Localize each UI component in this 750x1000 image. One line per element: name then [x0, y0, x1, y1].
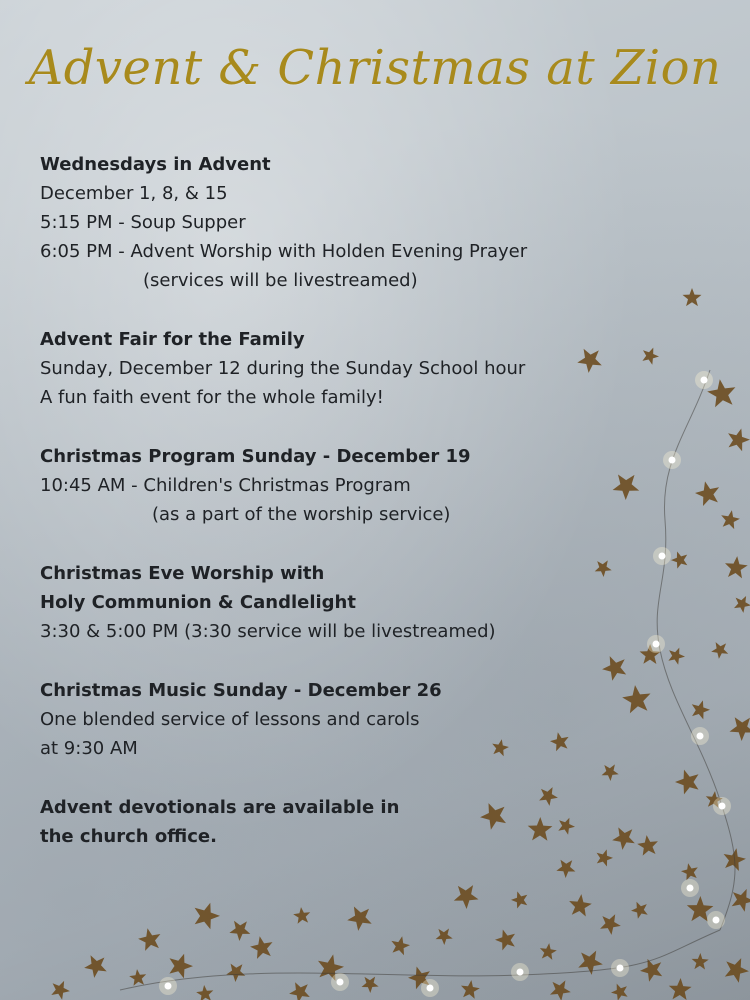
star-icon	[454, 885, 479, 909]
section-heading: Christmas Music Sunday - December 26	[40, 680, 442, 701]
star-icon	[600, 914, 621, 935]
event-line: Sunday, December 12 during the Sunday School hour	[40, 358, 526, 379]
devotionals-note: the church office.	[40, 826, 217, 847]
fairy-light-glow	[707, 911, 725, 929]
star-icon	[362, 977, 379, 993]
fairy-light-glow	[159, 977, 177, 995]
star-icon	[226, 964, 245, 982]
fairy-light-icon	[427, 985, 434, 992]
star-icon	[711, 642, 728, 659]
devotionals-note: Advent devotionals are available in	[40, 797, 400, 818]
section-advent-fair	[40, 325, 680, 412]
star-icon	[461, 980, 480, 999]
section-heading: Christmas Program Sunday - December 19	[40, 446, 471, 467]
star-icon	[293, 907, 310, 924]
event-line: 5:15 PM - Soup Supper	[40, 212, 246, 233]
section-devotionals	[40, 793, 680, 851]
star-icon	[707, 379, 735, 407]
section-heading: Advent Fair for the Family	[40, 329, 305, 350]
star-icon	[495, 930, 515, 951]
star-icon	[732, 889, 750, 912]
fairy-light-glow	[691, 727, 709, 745]
fairy-light-glow	[421, 979, 439, 997]
section-wednesdays	[40, 150, 680, 295]
star-icon	[725, 556, 748, 578]
star-icon	[436, 929, 453, 946]
section-music-sunday	[40, 676, 680, 763]
star-icon	[169, 954, 193, 979]
star-icon	[250, 936, 272, 959]
star-icon	[611, 984, 628, 1000]
fairy-light-glow	[695, 371, 713, 389]
star-icon	[391, 936, 410, 955]
star-icon	[669, 978, 692, 1000]
star-icon	[229, 921, 250, 941]
fairy-light-icon	[687, 885, 694, 892]
star-icon	[640, 959, 662, 982]
star-icon	[540, 943, 557, 960]
star-icon	[129, 969, 146, 986]
event-line: 3:30 & 5:00 PM (3:30 service will be livestreamed)	[40, 621, 496, 642]
star-icon	[318, 954, 344, 981]
star-icon	[347, 907, 372, 931]
event-note: (as a part of the worship service)	[152, 504, 451, 525]
star-icon	[692, 700, 710, 719]
fairy-light-icon	[719, 803, 726, 810]
star-icon	[730, 717, 750, 741]
event-line: at 9:30 AM	[40, 738, 138, 759]
star-icon	[721, 510, 740, 529]
fairy-light-glow	[713, 797, 731, 815]
section-heading: Holy Communion & Candlelight	[40, 592, 356, 613]
star-icon	[550, 980, 571, 1000]
star-icon	[734, 596, 750, 613]
star-icon	[725, 958, 749, 983]
section-heading: Wednesdays in Advent	[40, 154, 271, 175]
star-icon	[196, 985, 213, 1000]
fairy-light-glow	[331, 973, 349, 991]
event-dates: December 1, 8, & 15	[40, 183, 228, 204]
star-icon	[408, 967, 430, 990]
fairy-light-icon	[713, 917, 720, 924]
section-christmas-program	[40, 442, 680, 529]
fairy-light-glow	[611, 959, 629, 977]
star-icon	[195, 903, 220, 930]
section-christmas-eve	[40, 559, 680, 646]
star-icon	[84, 955, 107, 978]
fairy-light-icon	[701, 377, 708, 384]
star-icon	[724, 848, 746, 871]
page-title: Advent & Christmas at Zion	[28, 40, 722, 96]
star-icon	[578, 951, 603, 975]
star-icon	[51, 981, 70, 1000]
event-line: 6:05 PM - Advent Worship with Holden Evening Prayer	[40, 241, 528, 262]
star-icon	[138, 928, 160, 951]
star-icon	[695, 481, 719, 506]
star-icon	[687, 896, 714, 922]
section-heading: Christmas Eve Worship with	[40, 563, 325, 584]
star-icon	[289, 982, 310, 1000]
star-icon	[728, 429, 750, 452]
star-icon	[692, 953, 709, 970]
fairy-light-glow	[511, 963, 529, 981]
fairy-light-icon	[697, 733, 704, 740]
star-icon	[631, 902, 648, 919]
fairy-light-glow	[681, 879, 699, 897]
events-list	[40, 150, 680, 881]
event-line: One blended service of lessons and carols	[40, 709, 420, 730]
fairy-light-icon	[165, 983, 172, 990]
star-icon	[683, 288, 702, 306]
star-icon	[511, 891, 527, 908]
event-line: 10:45 AM - Children's Christmas Program	[40, 475, 411, 496]
star-icon	[569, 894, 592, 916]
star-icon	[681, 863, 698, 880]
event-line: A fun faith event for the whole family!	[40, 387, 384, 408]
event-note: (services will be livestreamed)	[143, 270, 418, 291]
star-icon	[706, 791, 723, 808]
fairy-light-icon	[617, 965, 624, 972]
fairy-light-icon	[337, 979, 344, 986]
fairy-light-icon	[517, 969, 524, 976]
